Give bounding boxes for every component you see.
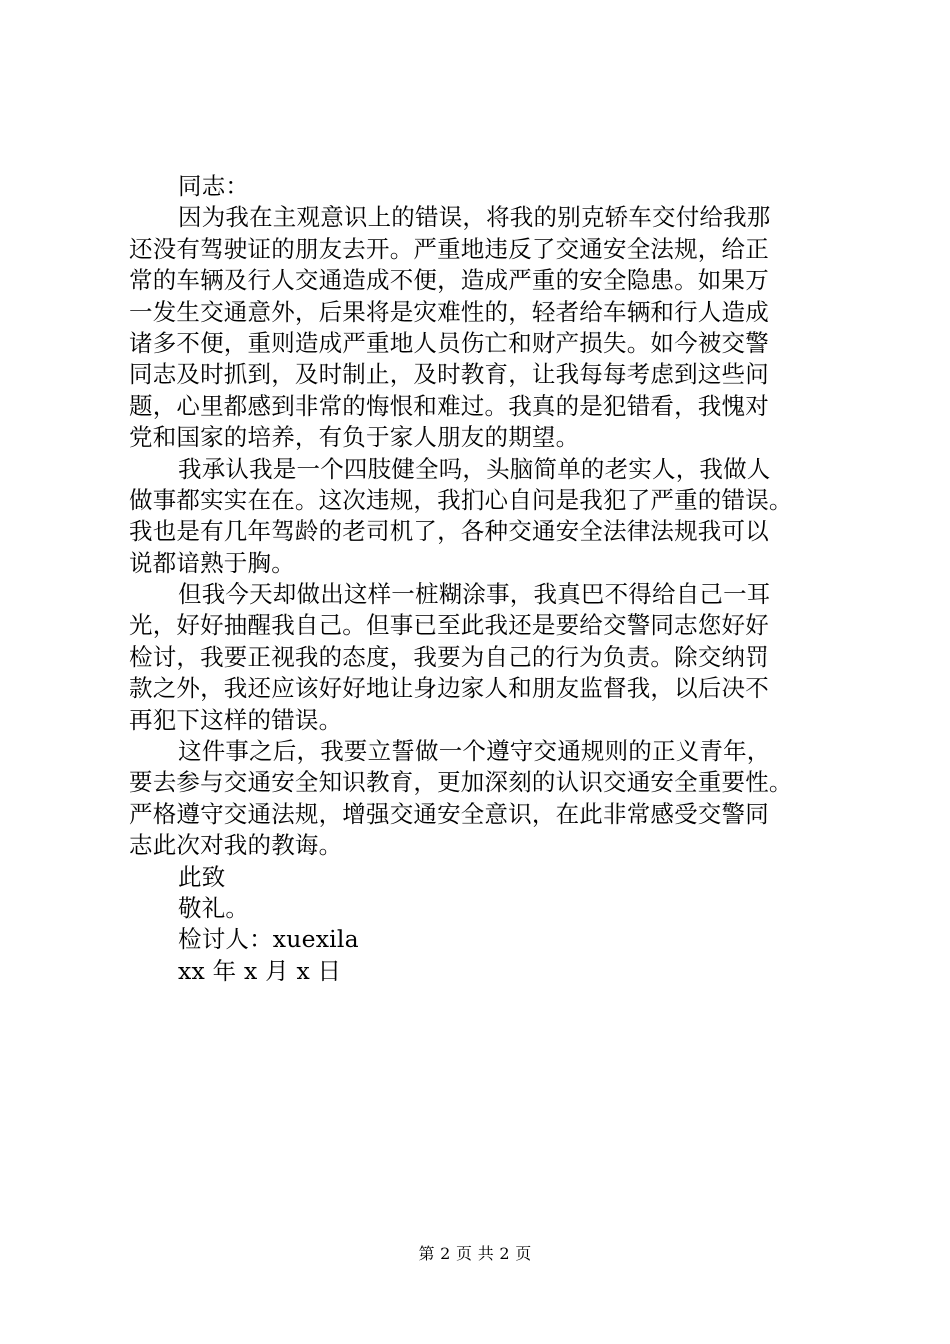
document-line: 说都谙熟于胸。	[129, 548, 295, 577]
document-line: 志此次对我的教诲。	[129, 831, 343, 860]
document-line: 因为我在主观意识上的错误，将我的别克轿车交付给我那	[178, 203, 771, 232]
document-line: 常的车辆及行人交通造成不便，造成严重的安全隐患。如果万	[129, 266, 769, 295]
document-line: 严格遵守交通法规，增强交通安全意识，在此非常感受交警同	[129, 799, 769, 828]
document-line: 一发生交通意外，后果将是灾难性的，轻者给车辆和行人造成	[129, 297, 769, 326]
document-line: 这件事之后，我要立誓做一个遵守交通规则的正义青年，	[178, 737, 771, 766]
document-line: 题，心里都感到非常的悔恨和难过。我真的是犯错看，我愧对	[129, 391, 769, 420]
document-line: 要去参与交通安全知识教育，更加深刻的认识交通安全重要性。	[129, 768, 793, 797]
document-line: 敬礼。	[178, 893, 250, 922]
document-line: 检讨，我要正视我的态度，我要为自己的行为负责。除交纳罚	[129, 642, 769, 671]
document-line: 但我今天却做出这样一桩糊涂事，我真巴不得给自己一耳	[178, 580, 771, 609]
document-line: 再犯下这样的错误。	[129, 705, 343, 734]
document-line: 光，好好抽醒我自己。但事已至此我还是要给交警同志您好好	[129, 611, 769, 640]
document-line: 诸多不便，重则造成严重地人员伤亡和财产损失。如今被交警	[129, 328, 769, 357]
document-line: 我承认我是一个四肢健全吗，头脑简单的老实人，我做人	[178, 454, 771, 483]
document-line: 同志及时抓到，及时制止，及时教育，让我每每考虑到这些问	[129, 360, 769, 389]
document-line: 我也是有几年驾龄的老司机了，各种交通安全法律法规我可以	[129, 517, 769, 546]
document-line: 同志：	[178, 172, 250, 200]
document-line: 款之外，我还应该好好地让身边家人和朋友监督我，以后决不	[129, 674, 769, 703]
document-line: 做事都实实在在。这次违规，我扪心自问是我犯了严重的错误。	[129, 485, 793, 514]
document-line: xx 年 x 月 x 日	[178, 956, 342, 985]
document-line: 还没有驾驶证的朋友去开。严重地违反了交通安全法规，给正	[129, 234, 769, 263]
page-footer: 第 2 页 共 2 页	[418, 1244, 532, 1263]
document-line: 党和国家的培养，有负于家人朋友的期望。	[129, 423, 580, 452]
document-line: 检讨人：xuexila	[178, 925, 359, 954]
document-body	[129, 171, 829, 987]
document-line: 此致	[178, 862, 226, 891]
